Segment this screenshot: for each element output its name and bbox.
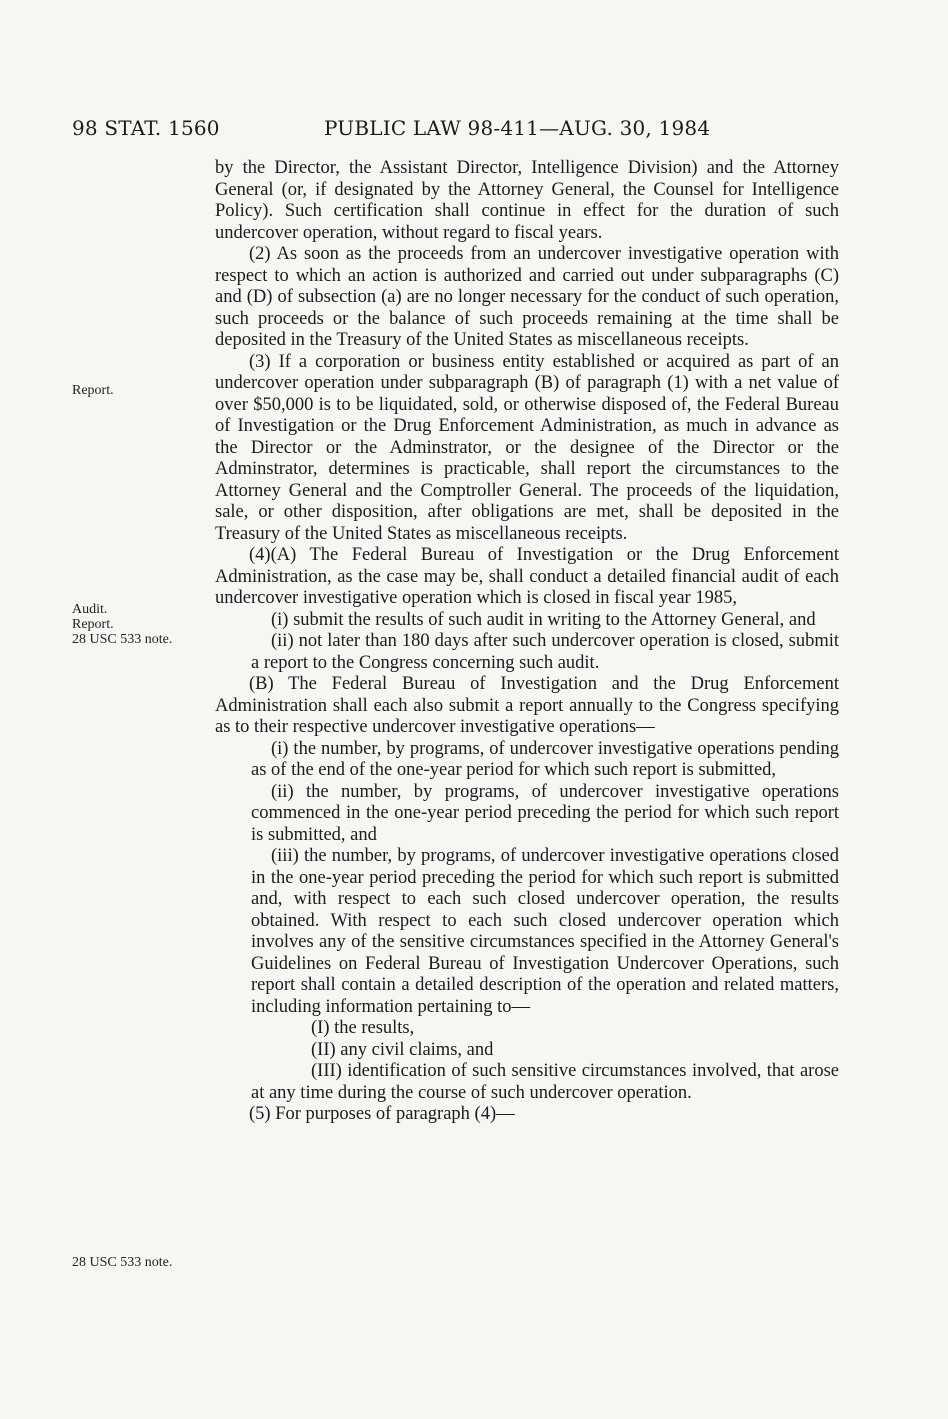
clause-4b-iii: (iii) the number, by programs, of undercover investigative operations closed in the one-year period preceding the period for which such report is submitted and, with respect to each such closed undercover operation, the results obtained. With respect to each such closed undercover operation which involves any of the sensitive circumstances specified in the Attorney General's Guidelines on Federal Bureau of Investigation Undercover Operations, such report shall contain a detailed description of the operation and related matters, including information pertaining to— — [251, 846, 839, 1017]
margin-note-report: Report. — [72, 383, 114, 398]
paragraph-4b: (B) The Federal Bureau of Investigation and the Drug Enforcement Administration shall each also submit a report annually to the Congress specifying as to their respective undercover investigative operations— — [215, 674, 839, 737]
paragraph-3: (3) If a corporation or business entity established or acquired as part of an undercover operation under subparagraph (B) of paragraph (1) with a net value of over $50,000 is to be liquidated, sold, or otherwise disposed of, the Federal Bureau of Investigation or the Drug Enforcement Administration, as much in advance as the Director or the Adminstrator, or the designee of the Director or the Adminstrator, determines is practicable, shall report the circumstances to the Attorney General and the Comptroller General. The proceeds of the liquidation, sale, or other disposition, after obligations are met, shall be deposited in the Treasury of the United States as miscellaneous receipts. — [215, 351, 839, 544]
law-title: PUBLIC LAW 98-411—AUG. 30, 1984 — [324, 116, 711, 140]
clause-4a-ii: (ii) not later than 180 days after such undercover operation is closed, submit a report to the Congress concerning such audit. — [251, 631, 839, 673]
margin-note-audit: Audit. — [72, 602, 108, 617]
subclause-II: (II) any civil claims, and — [311, 1039, 494, 1060]
margin-note-usc-2: 28 USC 533 note. — [72, 1255, 173, 1270]
clause-4b-ii: (ii) the number, by programs, of undercover investigative operations commenced in the one-year period preceding the period for which such report is submitted, and — [251, 781, 839, 845]
paragraph-continuation: by the Director, the Assistant Director, Intelligence Division) and the Attorney General (or, if designated by the Attorney General, the Counsel for Intelligence Policy). Such certification shall continue in effect for the duration of such undercover operation, without regard to fiscal years. — [215, 158, 839, 243]
margin-note-report-2: Report. — [72, 617, 114, 632]
paragraph-4a: (4)(A) The Federal Bureau of Investigation or the Drug Enforcement Administration, as the case may be, shall conduct a detailed financial audit of each undercover investigative operation which is closed in fiscal year 1985, — [215, 545, 839, 608]
margin-note-usc-1: 28 USC 533 note. — [72, 632, 173, 647]
subclause-III: (III) identification of such sensitive circumstances involved, that arose at any time during the course of such undercover operation. — [251, 1061, 839, 1103]
clause-4b-i: (i) the number, by programs, of undercover investigative operations pending as of the end of the one-year period for which such report is submitted, — [251, 738, 839, 780]
stat-citation: 98 STAT. 1560 — [72, 116, 220, 140]
paragraph-2: (2) As soon as the proceeds from an undercover investigative operation with respect to which an action is authorized and carried out under subparagraphs (C) and (D) of subsection (a) are no longer necessary for the conduct of such operation, such proceeds or the balance of such proceeds remaining at the time shall be deposited in the Treasury of the United States as miscellaneous receipts. — [215, 244, 839, 350]
subclause-I: (I) the results, — [311, 1018, 415, 1038]
paragraph-5: (5) For purposes of paragraph (4)— — [249, 1104, 515, 1124]
clause-4a-i: (i) submit the results of such audit in writing to the Attorney General, and — [271, 609, 816, 630]
statute-body — [215, 158, 839, 1126]
